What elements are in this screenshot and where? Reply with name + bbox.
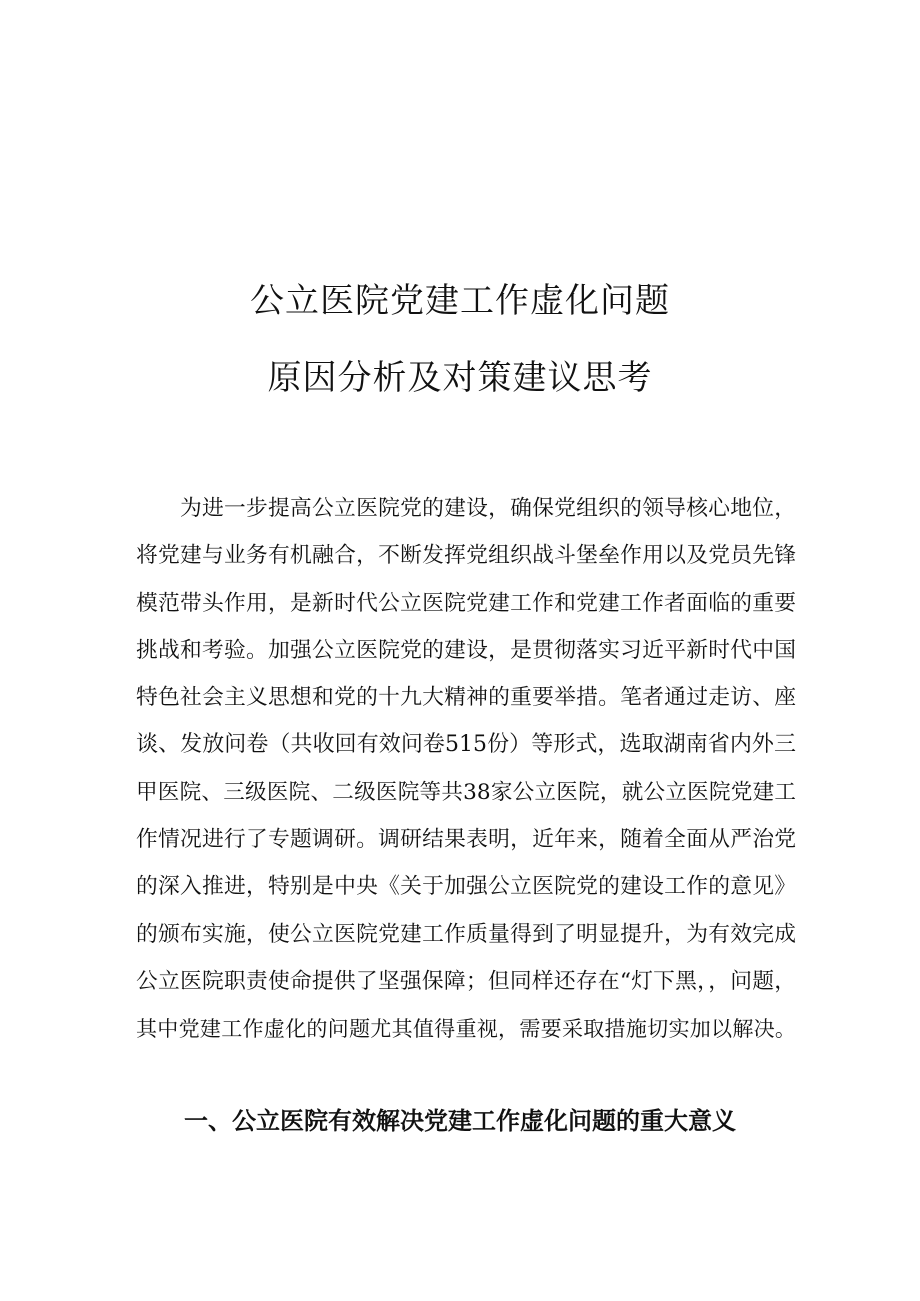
- section-heading: 一、公立医院有效解决党建工作虚化问题的重大意义: [184, 1107, 736, 1135]
- paragraph-line-text: 其中党建工作虚化的问题尤其值得重视，需要采取措施切实加以解决。: [136, 1016, 796, 1042]
- paragraph-line-text: 甲医院、三级医院、二级医院等共38家公立医院，就公立医院党建工: [136, 779, 796, 805]
- paragraph-line: [136, 674, 796, 721]
- paragraph-line-text: 公立医院职责使命提供了坚强保障；但同样还存在“灯下黑，，问题，: [136, 968, 796, 994]
- paragraph-line-text: 挑战和考验。加强公立医院党的建设，是贯彻落实习近平新时代中国: [136, 637, 796, 663]
- paragraph-line-text: 的深入推进，特别是中央《关于加强公立医院党的建设工作的意见》: [136, 874, 796, 900]
- document-title-line-2: 原因分析及对策建议思考: [267, 358, 653, 398]
- paragraph-line: [136, 721, 796, 768]
- paragraph-line: [136, 863, 796, 910]
- intro-paragraph: [136, 485, 796, 1053]
- paragraph-line-text: 为进一步提高公立医院党的建设，确保党组织的领导核心地位，: [180, 496, 796, 521]
- paragraph-line: [136, 769, 796, 816]
- paragraph-line-text: 模范带头作用，是新时代公立医院党建工作和党建工作者面临的重要: [136, 590, 796, 616]
- document-title-line-1: 公立医院党建工作虚化问题: [250, 281, 670, 321]
- paragraph-line-text: 作情况进行了专题调研。调研结果表明，近年来，随着全面从严治党: [136, 827, 796, 853]
- paragraph-line: [136, 816, 796, 863]
- paragraph-line: [136, 580, 796, 627]
- paragraph-line: [136, 627, 796, 674]
- paragraph-line-text: 的颁布实施，使公立医院党建工作质量得到了明显提升，为有效完成: [136, 921, 796, 947]
- paragraph-line-text: 特色社会主义思想和党的十九大精神的重要举措。笔者通过走访、座: [136, 685, 796, 711]
- paragraph-line: [136, 958, 796, 1005]
- paragraph-line: [136, 911, 796, 958]
- paragraph-line: [136, 485, 796, 532]
- paragraph-line: [136, 1005, 796, 1052]
- paragraph-line-text: 将党建与业务有机融合，不断发挥党组织战斗堡垒作用以及党员先锋: [136, 543, 796, 569]
- paragraph-line-text: 谈、发放问卷（共收回有效问卷515份）等形式，选取湖南省内外三: [136, 732, 796, 758]
- paragraph-line: [136, 532, 796, 579]
